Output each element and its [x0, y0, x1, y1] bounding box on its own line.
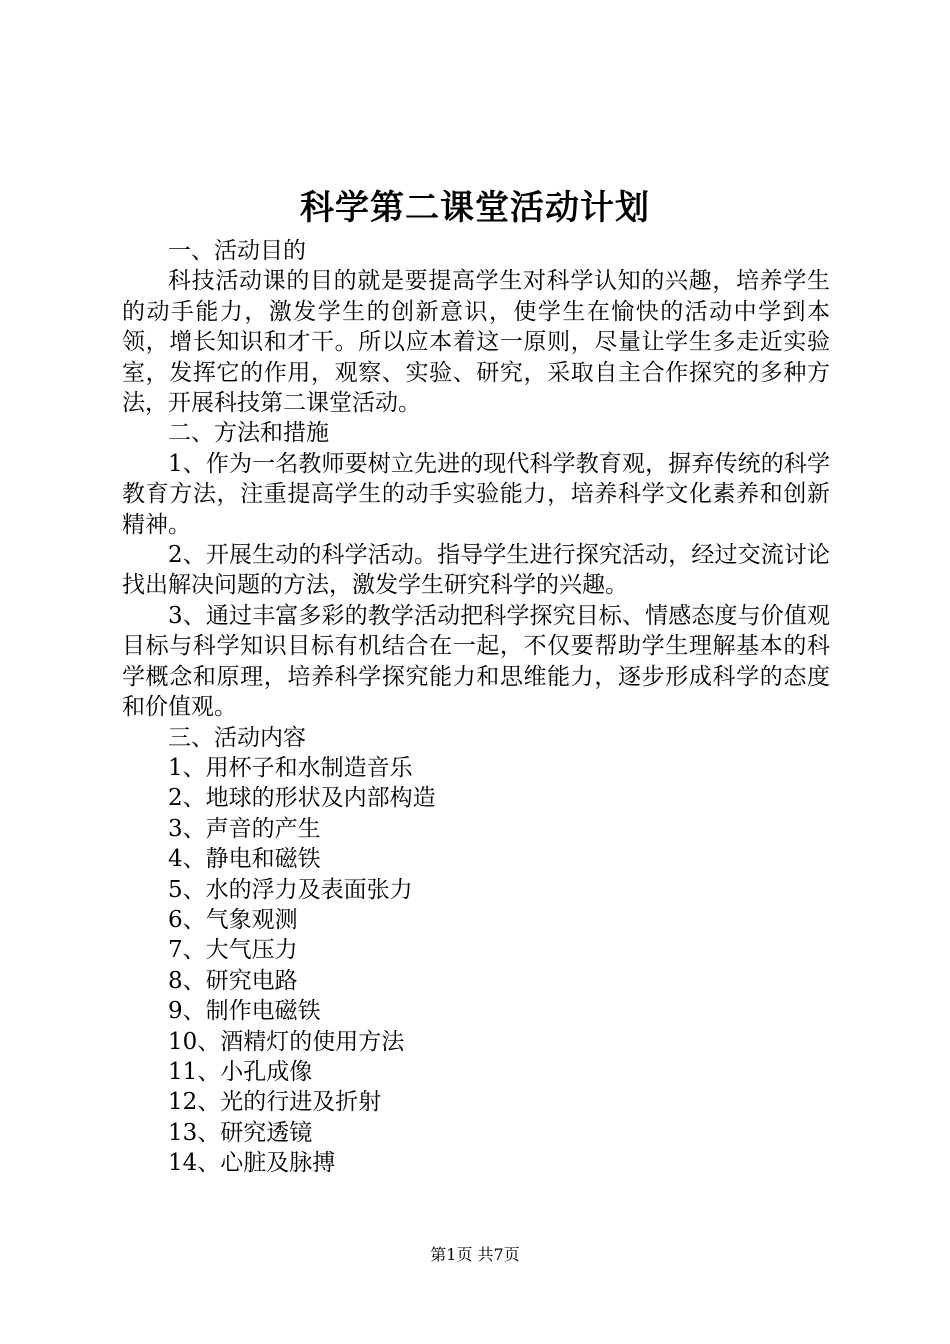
list-item: 7、大气压力: [168, 937, 298, 964]
list-item: 8、研究电路: [168, 967, 298, 994]
list-item: 14、心脏及脉搏: [168, 1150, 336, 1177]
paragraph-method-3: 3、通过丰富多彩的教学活动把科学探究目标、情感态度与价值观目标与科学知识目标有机结合在一起，不仅要帮助学生理解基本的科学概念和原理，培养科学探究能力和思维能力，逐步形成科学的态度和价值观。: [122, 602, 830, 721]
page-number-footer: 第1页 共7页: [430, 1245, 520, 1264]
section-heading-content: 三、活动内容: [168, 724, 306, 751]
paragraph-method-2: 2、开展生动的科学活动。指导学生进行探究活动，经过交流讨论找出解决问题的方法，激发学生研究科学的兴趣。: [122, 542, 830, 599]
paragraph-method-1: 1、作为一名教师要树立先进的现代科学教育观，摒弃传统的科学教育方法，注重提高学生的动手实验能力，培养科学文化素养和创新精神。: [122, 450, 830, 538]
list-item: 3、声音的产生: [168, 815, 321, 842]
list-item: 9、制作电磁铁: [168, 998, 321, 1025]
list-item: 6、气象观测: [168, 906, 298, 933]
list-item: 2、地球的形状及内部构造: [168, 785, 436, 812]
document-body: [122, 236, 830, 1179]
list-item: 11、小孔成像: [168, 1058, 313, 1085]
list-item: 1、用杯子和水制造音乐: [168, 754, 413, 781]
document-title: 科学第二课堂活动计划: [300, 188, 650, 228]
section-heading-purpose: 一、活动目的: [168, 238, 306, 264]
paragraph-purpose: 科技活动课的目的就是要提高学生对科学认知的兴趣，培养学生的动手能力，激发学生的创新意识，使学生在愉快的活动中学到本领，增长知识和才干。所以应本着这一原则，尽量让学生多走近实验室，发挥它的作用，观察、实验、研究，采取自主合作探究的多种方法，开展科技第二课堂活动。: [122, 268, 830, 417]
list-item: 10、酒精灯的使用方法: [168, 1028, 405, 1055]
list-item: 5、水的浮力及表面张力: [168, 876, 413, 903]
list-item: 12、光的行进及折射: [168, 1089, 382, 1116]
section-heading-methods: 二、方法和措施: [168, 420, 329, 447]
list-item: 13、研究透镜: [168, 1119, 313, 1146]
list-item: 4、静电和磁铁: [168, 846, 321, 873]
